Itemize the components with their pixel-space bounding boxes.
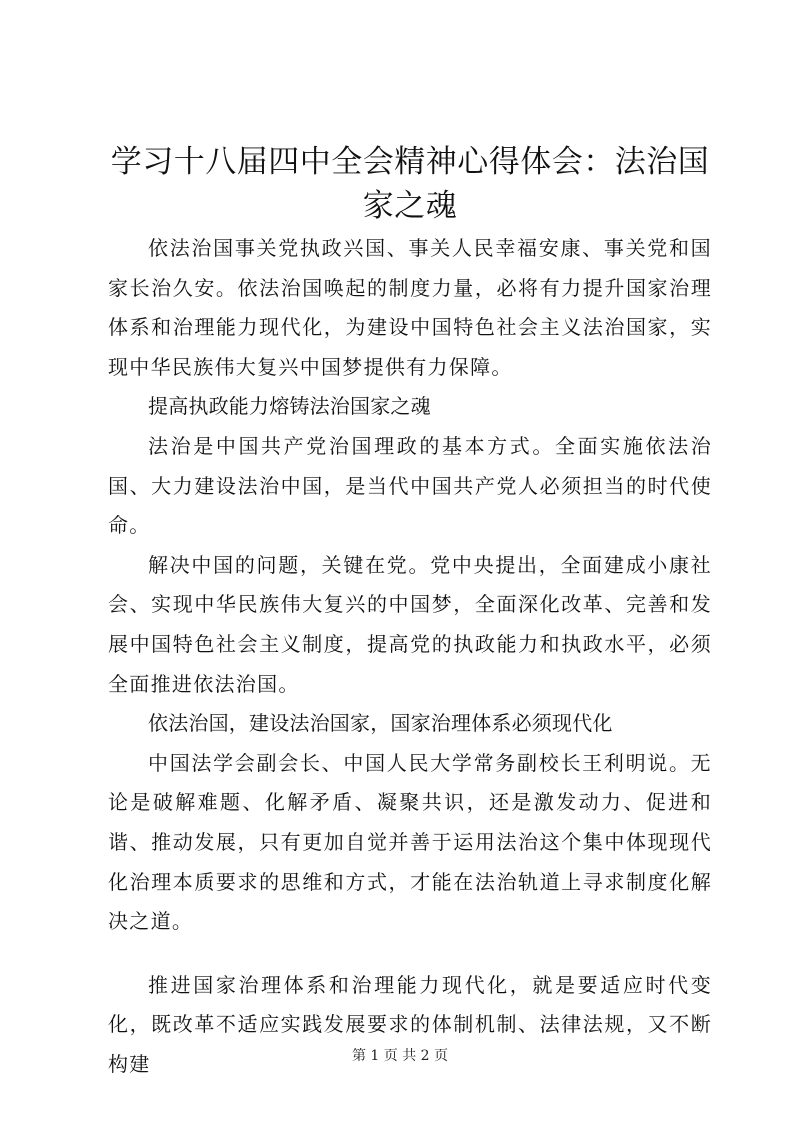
section-heading-modernization: 依法治国，建设法治国家，国家治理体系必须现代化 [148, 711, 613, 736]
paragraph-party-key: 解决中国的问题，关键在党。党中央提出，全面建成小康社会、实现中华民族伟大复兴的中国梦，全面深化改革、完善和发展中国特色社会主义制度，提高党的执政能力和执政水平，必须全面推进依法治国。 [108, 552, 712, 696]
paragraph-rule-of-law: 法治是中国共产党治国理政的基本方式。全面实施依法治国、大力建设法治中国，是当代中国共产党人必须担当的时代使命。 [108, 433, 712, 538]
paragraph-wang-liming: 中国法学会副会长、中国人民大学常务副校长王利明说。无论是破解难题、化解矛盾、凝聚共识，还是激发动力、促进和谐、推动发展，只有更加自觉并善于运用法治这个集中体现现代化治理本质要求的思维和方式，才能在法治轨道上寻求制度化解决之道。 [108, 750, 712, 934]
page-number-footer: 第 1 页 共 2 页 [351, 1048, 449, 1064]
paragraph-governance-reform: 推进国家治理体系和治理能力现代化，就是要适应时代变化，既改革不适应实践发展要求的体制机制、法律法规，又不断构建 [108, 972, 712, 1076]
document-title: 学习十八届四中全会精神心得体会：法治国家之魂 [110, 144, 710, 224]
paragraph-intro: 依法治国事关党执政兴国、事关人民幸福安康、事关党和国家长治久安。依法治国唤起的制度力量，必将有力提升国家治理体系和治理能力现代化，为建设中国特色社会主义法治国家，实现中华民族伟大复兴中国梦提供有力保障。 [108, 236, 712, 379]
document-body [108, 229, 712, 1084]
section-heading-governance-capacity: 提高执政能力熔铸法治国家之魂 [148, 394, 431, 419]
